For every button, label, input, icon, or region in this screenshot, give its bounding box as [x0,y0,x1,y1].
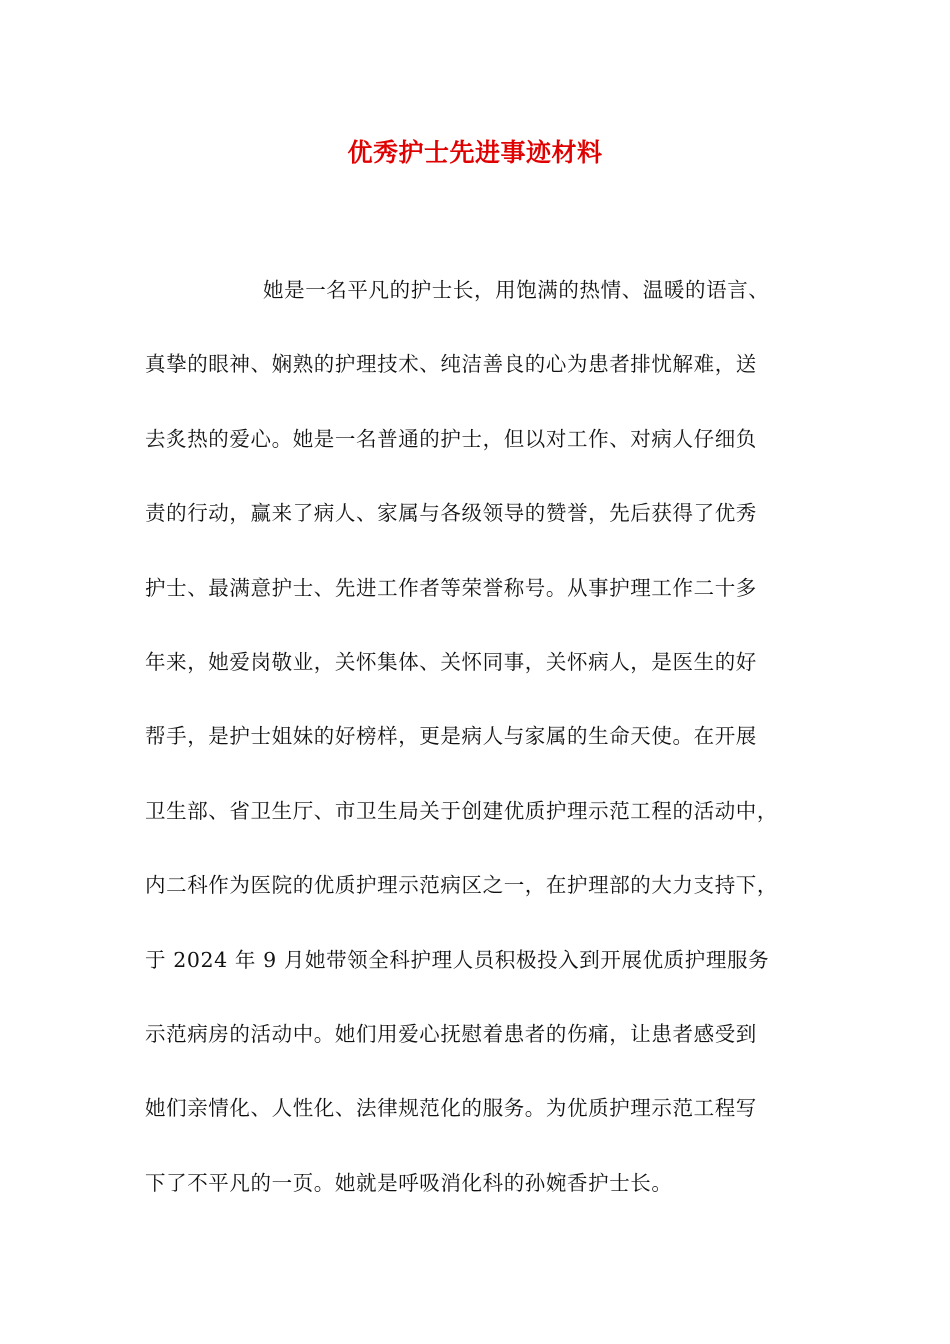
body-line: 去炙热的爱心。她是一名普通的护士，但以对工作、对病人仔细负 [145,426,757,451]
body-line: 于 2024 年 9 月她带领全科护理人员积极投入到开展优质护理服务 [145,947,770,972]
body-line: 责的行动，赢来了病人、家属与各级领导的赞誉，先后获得了优秀 [145,501,757,526]
body-line: 年来，她爱岗敬业，关怀集体、关怀同事，关怀病人，是医生的好 [145,649,757,674]
document-body [145,270,835,1237]
body-line: 下了不平凡的一页。她就是呼吸消化科的孙婉香护士长。 [145,1170,673,1195]
body-line: 卫生部、省卫生厅、市卫生局关于创建优质护理示范工程的活动中， [145,798,778,823]
body-line: 她们亲情化、人性化、法律规范化的服务。为优质护理示范工程写 [145,1096,757,1121]
body-line: 帮手，是护士姐妹的好榜样，更是病人与家属的生命天使。在开展 [145,724,757,749]
body-line: 真挚的眼神、娴熟的护理技术、纯洁善良的心为患者排忧解难，送 [145,352,757,377]
document-title: 优秀护士先进事迹材料 [347,138,603,167]
body-line: 她是一名平凡的护士长，用饱满的热情、温暖的语言、 [263,278,770,302]
body-line: 护士、最满意护士、先进工作者等荣誉称号。从事护理工作二十多 [145,575,757,600]
body-line: 示范病房的活动中。她们用爱心抚慰着患者的伤痛，让患者感受到 [145,1021,757,1046]
body-line: 内二科作为医院的优质护理示范病区之一，在护理部的大力支持下， [145,873,778,898]
